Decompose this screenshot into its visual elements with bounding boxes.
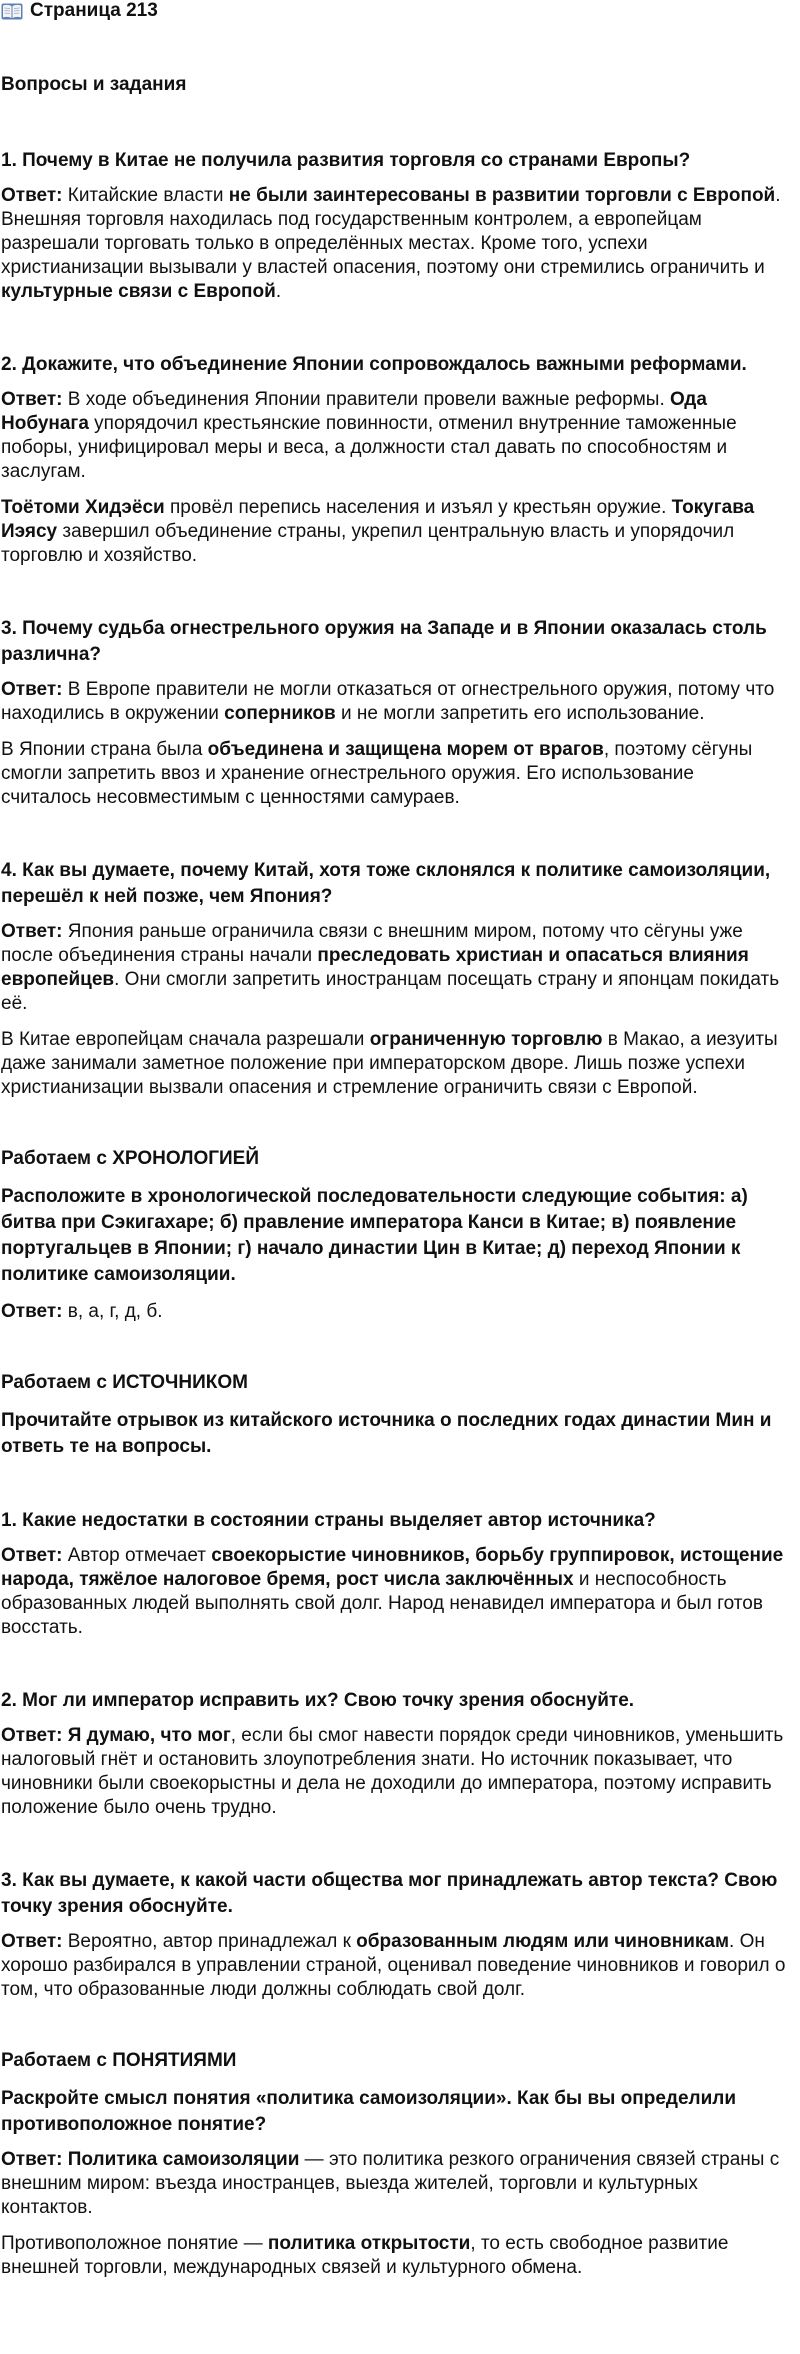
text-run: Китайские власти <box>62 185 229 206</box>
text-run: . Они смогли запретить иностранцам посещать страну и японцам покидать её. <box>1 969 780 1014</box>
bold-text-run: не были заинтересованы в развитии торговли с Европой <box>228 185 776 206</box>
answer-1-paragraph-1 <box>1 184 788 304</box>
text-run: , если бы смог навести порядок среди чиновников, уменьшить налоговый гнёт и остановить злоупотребления знати. Но источник показывает, что чиновники были своекорыстны и дела не доходили до императора, поэтому исправить положение было очень трудно. <box>1 1725 784 1818</box>
bold-text-run: Ответ: <box>1 185 63 206</box>
text-run: в, а, г, д, б. <box>62 1301 163 1322</box>
section-title-questions: Вопросы и задания <box>1 74 187 95</box>
bold-text-run: ограниченную торговлю <box>369 1029 603 1050</box>
section-title-source: Работаем с ИСТОЧНИКОМ <box>1 1372 248 1393</box>
text-run: . Он хорошо разбирался в управлении страной, оценивал поведение чиновников и говорил о том, что образованные люди должны соблюдать свой долг. <box>1 1931 786 2000</box>
text-run: . <box>275 281 282 302</box>
chronology-answer <box>1 1300 788 1324</box>
bold-text-run: Ответ: <box>1 1301 63 1322</box>
source-answer-1 <box>1 1544 788 1640</box>
text-run: Противоположное понятие — <box>1 2233 268 2254</box>
source-question-3: 3. Как вы думаете, к какой части общества мог принадлежать автор текста? Свою точку зрения обоснуйте. <box>1 1870 778 1917</box>
chronology-task: Расположите в хронологической последовательности следующие события: а) битва при Сэкигахаре; б) правление императора Канси в Китае; в) появление португальцев в Японии; г) начало династии Цин в Китае; д) переход Японии к политике самоизоляции. <box>1 1186 748 1285</box>
page-header <box>1 0 788 22</box>
bold-text-run: политика открытости <box>267 2233 471 2254</box>
bold-text-run: Я думаю, что мог <box>67 1725 231 1746</box>
bold-text-run: Токугава Иэясу <box>1 497 755 542</box>
answer-4-paragraph-1 <box>1 920 788 1016</box>
source-answer-3 <box>1 1930 788 2002</box>
section-title-concepts: Работаем с ПОНЯТИЯМИ <box>1 2050 237 2071</box>
bold-text-run: образованным людям или чиновникам <box>356 1931 730 1952</box>
source-question-2: 2. Мог ли император исправить их? Свою точку зрения обоснуйте. <box>1 1690 635 1711</box>
answer-2-paragraph-2 <box>1 496 788 568</box>
text-run: завершил объединение страны, укрепил центральную власть и упорядочил торговлю и хозяйство. <box>1 521 735 566</box>
question-2: 2. Докажите, что объединение Японии сопровождалось важными реформами. <box>1 354 747 375</box>
bold-text-run: Ответ: <box>1 2149 63 2170</box>
bold-text-run: Политика самоизоляции <box>67 2149 300 2170</box>
source-answer-2 <box>1 1724 788 1820</box>
text-run: Вероятно, автор принадлежал к <box>62 1931 357 1952</box>
text-run: . Внешняя торговля находилась под государственным контролем, а европейцам разрешали торговать только в определённых местах. Кроме того, успехи христианизации вызывали у властей опасения, поэтому они стремились ограничить и <box>1 185 781 278</box>
text-run: , то есть свободное развитие внешней торговли, международных связей и культурного обмена. <box>1 2233 729 2278</box>
text-run: в Макао, а иезуиты даже занимали заметное положение при императорском дворе. Лишь позже успехи христианизации вызвали опасения и стремление ограничить связи с Европой. <box>1 1029 778 1098</box>
text-run: провёл перепись населения и изъял у крестьян оружие. <box>164 497 672 518</box>
bold-text-run: Тоётоми Хидэёси <box>1 497 165 518</box>
bold-text-run: Ответ: <box>1 679 63 700</box>
bold-text-run: культурные связи с Европой <box>1 281 276 302</box>
bold-text-run: преследовать христиан и опасаться влияния европейцев <box>1 945 749 990</box>
page-title: Страница 213 <box>30 0 158 21</box>
text-run: В Китае европейцам сначала разрешали <box>1 1029 370 1050</box>
bold-text-run: своекорыстие чиновников, борьбу группировок, истощение народа, тяжёлое налоговое бремя, рост числа заключённых <box>1 1545 784 1590</box>
question-3: 3. Почему судьба огнестрельного оружия на Западе и в Японии оказалась столь различна? <box>1 618 767 665</box>
text-run: и неспособность образованных людей выполнять свой долг. Народ ненавидел императора и был готов восстать. <box>1 1569 763 1638</box>
bold-text-run: Ответ: <box>1 921 63 942</box>
text-run: В Японии страна была <box>1 739 208 760</box>
section-title-chronology: Работаем с ХРОНОЛОГИЕЙ <box>1 1148 259 1169</box>
source-question-1: 1. Какие недостатки в состоянии страны выделяет автор источника? <box>1 1510 656 1531</box>
text-run: — это политика резкого ограничения связей страны с внешним миром: въезда иностранцев, выезда жителей, торговли и культурных контактов. <box>1 2149 780 2218</box>
answer-4-paragraph-2 <box>1 1028 788 1100</box>
answer-3-paragraph-2 <box>1 738 788 810</box>
bold-text-run: соперников <box>224 703 336 724</box>
concepts-answer-paragraph-2 <box>1 2232 788 2280</box>
bold-text-run: объединена и защищена морем от врагов <box>207 739 604 760</box>
question-4: 4. Как вы думаете, почему Китай, хотя тоже склонялся к политике самоизоляции, перешёл к ней позже, чем Япония? <box>1 860 771 907</box>
text-run: Япония раньше ограничила связи с внешним миром, потому что сёгуны уже после объединения страны начали <box>1 921 743 966</box>
concepts-task: Раскройте смысл понятия «политика самоизоляции». Как бы вы определили противоположное понятие? <box>1 2088 737 2135</box>
bold-text-run: Ответ: <box>1 389 63 410</box>
text-run: В Европе правители не могли отказаться от огнестрельного оружия, потому что находились в окружении <box>1 679 775 724</box>
concepts-answer-paragraph-1 <box>1 2148 788 2220</box>
bold-text-run: Ода Нобунага <box>1 389 707 434</box>
answer-3-paragraph-1 <box>1 678 788 726</box>
bold-text-run: Ответ: <box>1 1931 63 1952</box>
source-task: Прочитайте отрывок из китайского источника о последних годах династии Мин и ответь те на вопросы. <box>1 1410 772 1457</box>
text-run: , поэтому сёгуны смогли запретить ввоз и хранение огнестрельного оружия. Его использование считалось несовместимым с ценностями самураев. <box>1 739 753 808</box>
text-run: Автор отмечает <box>62 1545 212 1566</box>
open-book-icon <box>1 2 23 20</box>
question-1: 1. Почему в Китае не получила развития торговля со странами Европы? <box>1 150 691 171</box>
text-run: упорядочил крестьянские повинности, отменил внутренние таможенные поборы, унифицировал меры и веса, а должности стал давать по способностям и заслугам. <box>1 413 737 482</box>
bold-text-run: Ответ: <box>1 1725 63 1746</box>
text-run: В ходе объединения Японии правители провели важные реформы. <box>62 389 670 410</box>
answer-2-paragraph-1 <box>1 388 788 484</box>
bold-text-run: Ответ: <box>1 1545 63 1566</box>
text-run: и не могли запретить его использование. <box>335 703 705 724</box>
